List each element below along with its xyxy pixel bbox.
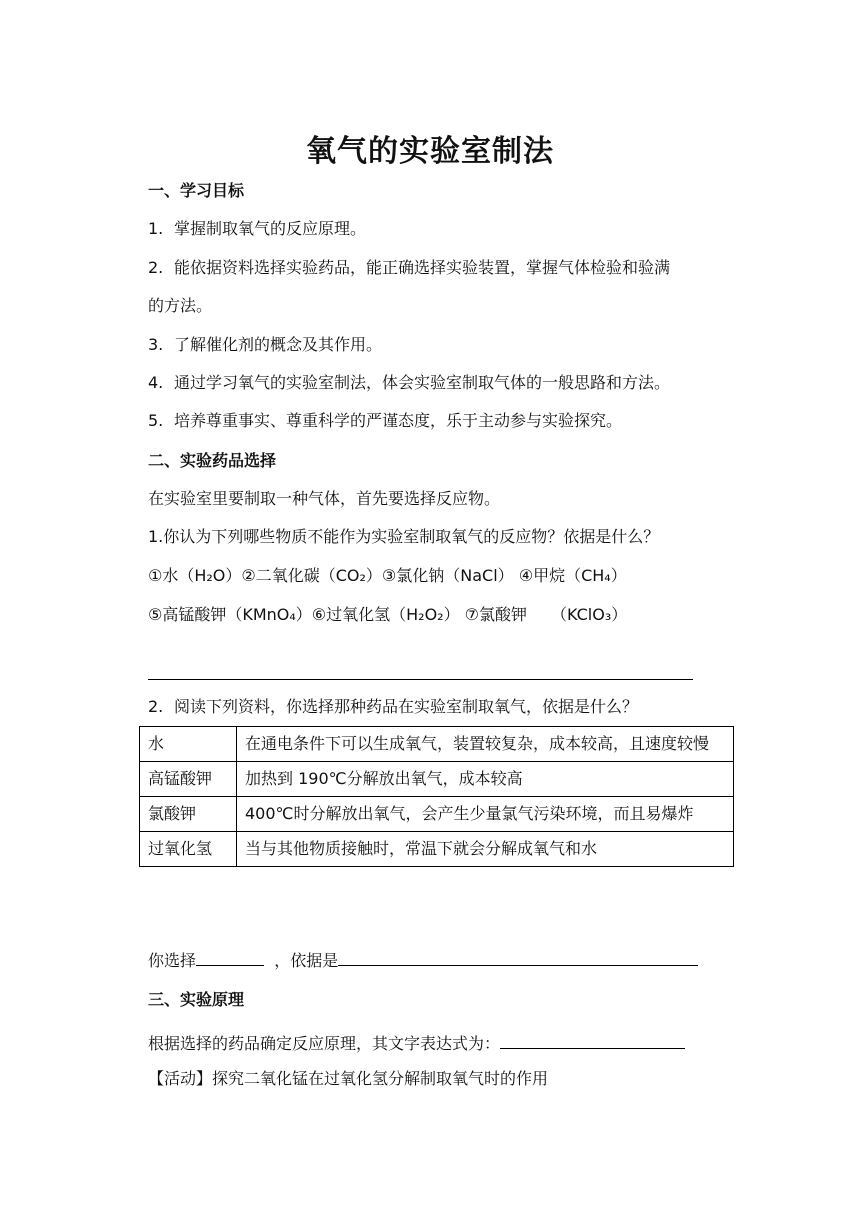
reason-blank[interactable] bbox=[338, 947, 698, 966]
material-name: 氯酸钾 bbox=[140, 797, 237, 832]
table-row bbox=[140, 727, 734, 762]
principle-line bbox=[148, 1030, 685, 1055]
objective-text: 掌握制取氧气的反应原理。 bbox=[174, 219, 367, 238]
question-1: 1.你认为下列哪些物质不能作为实验室制取氧气的反应物？依据是什么？ bbox=[148, 527, 660, 546]
objective-number: 3. bbox=[148, 335, 164, 354]
answer-line[interactable] bbox=[148, 679, 693, 680]
objective-item bbox=[148, 410, 622, 432]
substances-line-1: ①水（H₂O）②二氧化碳（CO₂）③氯化钠（NaCl） ④甲烷（CH₄） bbox=[148, 566, 627, 585]
section2-intro: 在实验室里要制取一种气体，首先要选择反应物。 bbox=[148, 489, 501, 508]
objective-text: 培养尊重事实、尊重科学的严谨态度，乐于主动参与实验探究。 bbox=[174, 411, 623, 430]
substances-line-2: ⑤高锰酸钾（KMnO₄）⑥过氧化氢（H₂O₂） ⑦氯酸钾 （KClO₃） bbox=[148, 605, 628, 624]
material-desc: 加热到 190℃分解放出氧气，成本较高 bbox=[237, 762, 734, 797]
objective-item-continuation bbox=[148, 295, 212, 317]
question-2 bbox=[148, 696, 638, 718]
material-desc: 400℃时分解放出氧气，会产生少量氯气污染环境，而且易爆炸 bbox=[237, 797, 734, 832]
section1-heading: 一、学习目标 bbox=[148, 181, 245, 200]
objective-text: 的方法。 bbox=[148, 296, 213, 315]
objective-item bbox=[148, 257, 670, 279]
question-2-text: 阅读下列资料，你选择那种药品在实验室制取氧气，依据是什么？ bbox=[174, 697, 639, 716]
materials-table bbox=[139, 726, 734, 867]
choice-prefix: 你选择 bbox=[148, 951, 197, 970]
objective-number: 5. bbox=[148, 411, 164, 430]
objective-item bbox=[148, 218, 366, 240]
section3-heading: 三、实验原理 bbox=[148, 990, 245, 1009]
equation-blank[interactable] bbox=[500, 1030, 685, 1049]
material-desc: 当与其他物质接触时，常温下就会分解成氧气和水 bbox=[237, 832, 734, 867]
section2-heading: 二、实验药品选择 bbox=[148, 451, 277, 470]
objective-text: 了解催化剂的概念及其作用。 bbox=[174, 335, 383, 354]
table-row bbox=[140, 797, 734, 832]
choice-line bbox=[148, 947, 698, 972]
material-desc: 在通电条件下可以生成氧气，装置较复杂，成本较高，且速度较慢 bbox=[237, 727, 734, 762]
choice-blank[interactable] bbox=[196, 947, 264, 966]
question-2-number: 2. bbox=[148, 697, 164, 716]
activity-line: 【活动】探究二氧化锰在过氧化氢分解制取氧气时的作用 bbox=[148, 1069, 549, 1088]
material-name: 高锰酸钾 bbox=[140, 762, 237, 797]
objective-text: 通过学习氧气的实验室制法，体会实验室制取气体的一般思路和方法。 bbox=[174, 373, 671, 392]
objective-number: 2. bbox=[148, 258, 164, 277]
material-name: 水 bbox=[140, 727, 237, 762]
principle-text: 根据选择的药品确定反应原理，其文字表达式为： bbox=[148, 1034, 501, 1053]
page-title: 氧气的实验室制法 bbox=[306, 134, 554, 169]
objective-item bbox=[148, 334, 382, 356]
objective-item bbox=[148, 372, 670, 394]
material-name: 过氧化氢 bbox=[140, 832, 237, 867]
choice-mid: ，依据是 bbox=[274, 951, 339, 970]
table-row bbox=[140, 762, 734, 797]
objective-number: 1. bbox=[148, 219, 164, 238]
objective-number: 4. bbox=[148, 373, 164, 392]
objective-text: 能依据资料选择实验药品，能正确选择实验装置，掌握气体检验和验满 bbox=[174, 258, 671, 277]
table-row bbox=[140, 832, 734, 867]
